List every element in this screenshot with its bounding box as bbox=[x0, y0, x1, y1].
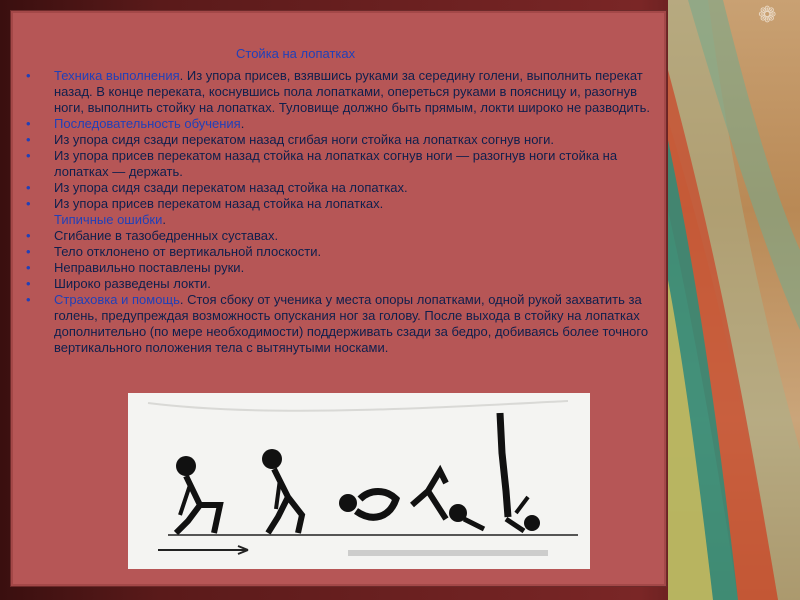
exercise-illustration bbox=[128, 393, 590, 569]
keyword: Страховка и помощь bbox=[54, 292, 180, 307]
text: Широко разведены локти. bbox=[54, 276, 211, 291]
text: . bbox=[240, 116, 245, 131]
slide-list-item bbox=[20, 276, 660, 292]
slide-list-item bbox=[20, 116, 660, 132]
slide-list-item bbox=[20, 212, 660, 228]
decorative-pattern bbox=[668, 0, 800, 600]
slide-list-item bbox=[20, 68, 660, 116]
text: Из упора сидя сзади перекатом назад стойка на лопатках. bbox=[54, 180, 408, 195]
keyword: Последовательность обучения bbox=[54, 116, 241, 131]
text: Из упора присев перекатом назад стойка на лопатках. bbox=[54, 196, 384, 211]
slide-content bbox=[20, 68, 660, 356]
slide-list-item bbox=[20, 244, 660, 260]
text: . Стоя сбоку от ученика у места опоры лопатками, одной рукой захватить за голень, предупреждая возможность опускания ног за голову. После выхода в стойку на лопатках дополнительно (по мере необходимости) поддерживать сзади за бедро, добиваясь более точного вертикального положения тела с вытянутыми носками. bbox=[54, 292, 649, 355]
slide-title: Стойка на лопатках bbox=[236, 46, 356, 61]
text: Сгибание в тазобедренных суставах. bbox=[54, 228, 279, 243]
text: . Из упора присев, взявшись руками за середину голени, выполнить перекат назад. В конце переката, коснувшись пола лопатками, опереться руками в поясницу и, разогнув ноги, выполнить стойку на лопатках. Туловище должно быть прямым, локти широко не разводить. bbox=[54, 68, 650, 115]
slide-list-item bbox=[20, 292, 660, 356]
slide-list-item bbox=[20, 148, 660, 180]
slide-list-item bbox=[20, 260, 660, 276]
keyword: Техника выполнения bbox=[54, 68, 180, 83]
text: . bbox=[162, 212, 167, 227]
text: Из упора сидя сзади перекатом назад сгибая ноги стойка на лопатках согнув ноги. bbox=[54, 132, 555, 147]
slide-list-item bbox=[20, 228, 660, 244]
flower-ornament-icon: ❁ bbox=[758, 2, 777, 27]
text: Из упора присев перекатом назад стойка на лопатках согнув ноги — разогнув ноги стойка на лопатках — держать. bbox=[54, 148, 618, 179]
text: Неправильно поставлены руки. bbox=[54, 260, 245, 275]
slide-list-item bbox=[20, 180, 660, 196]
keyword: Типичные ошибки bbox=[54, 212, 163, 227]
text: Тело отклонено от вертикальной плоскости. bbox=[54, 244, 322, 259]
decorative-side-panel bbox=[668, 0, 800, 600]
exercise-figures-drawing bbox=[128, 393, 590, 569]
slide-list-item bbox=[20, 196, 660, 212]
slide-list-item bbox=[20, 132, 660, 148]
